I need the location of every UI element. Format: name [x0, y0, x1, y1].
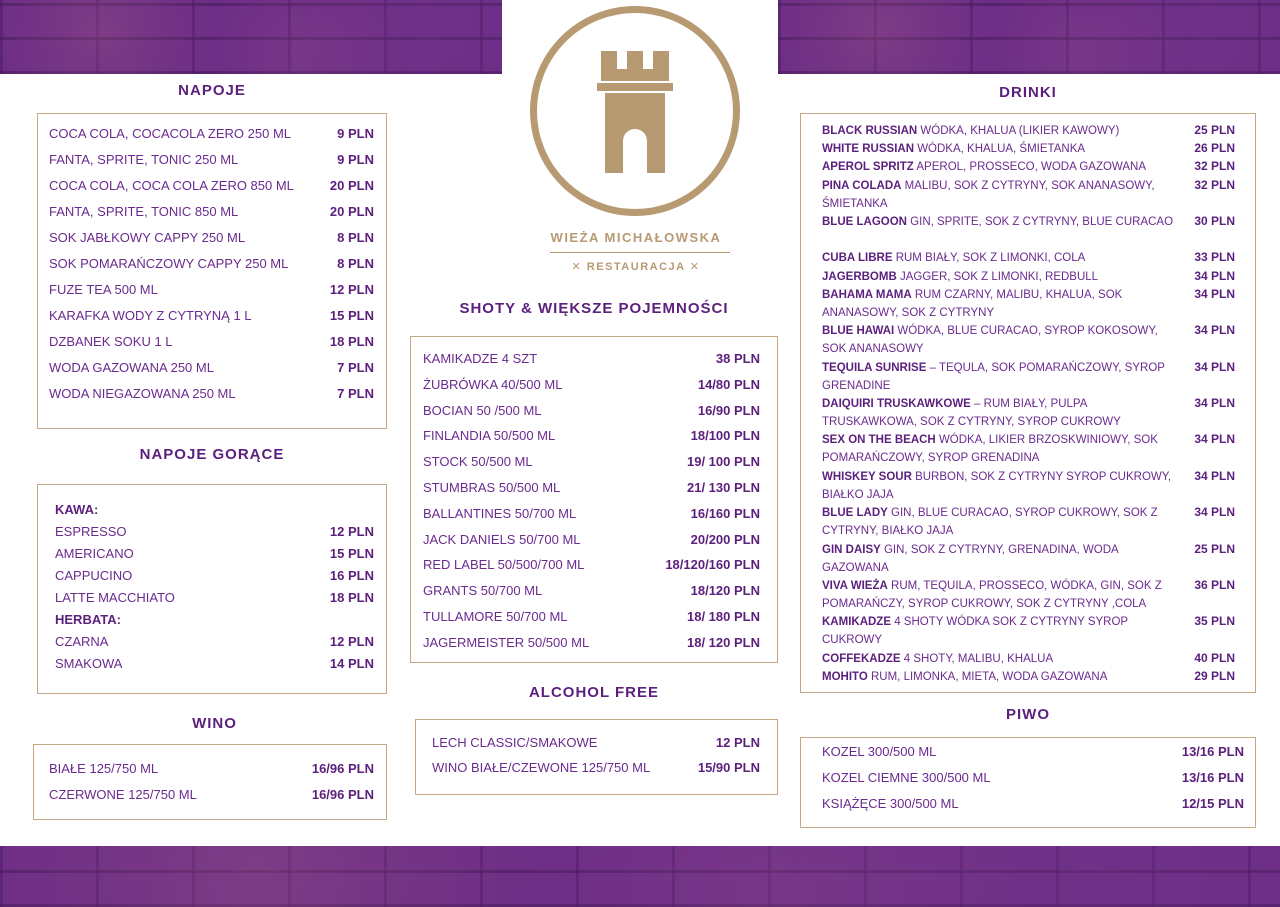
drink-name: CUBA LIBRE — [822, 252, 893, 265]
drink-item — [822, 122, 1174, 140]
drink-name: JAGERBOMB — [822, 270, 897, 283]
shoty-item-price: 18/ 180 PLN — [687, 609, 760, 624]
drink-description: RUM, LIMONKA, MIETA, WODA GAZOWANA — [867, 671, 1108, 683]
napoje-item-price: 9 PLN — [337, 152, 374, 167]
shoty-item-price: 21/ 130 PLN — [687, 480, 760, 495]
kawa-item-price: 18 PLN — [329, 590, 374, 605]
brick-background-top-right — [778, 0, 1280, 74]
piwo-item-price: 13/16 PLN — [1181, 770, 1244, 785]
wino-item-price: 16/96 PLN — [311, 787, 374, 802]
drink-price: 26 PLN — [1194, 141, 1235, 156]
drink-price: 32 PLN — [1194, 177, 1235, 192]
drink-item — [822, 577, 1174, 613]
brand-name: WIEŻA MICHAŁOWSKA — [550, 230, 722, 245]
drinki-heading: DRINKI — [999, 84, 1057, 101]
shoty-item-name: FINLANDIA 50/500 ML — [423, 428, 556, 444]
drink-name: GIN DAISY — [822, 543, 881, 556]
drink-item — [822, 140, 1174, 158]
drink-price: 34 PLN — [1194, 359, 1235, 374]
drink-item — [822, 286, 1174, 322]
drink-item — [822, 650, 1174, 668]
shoty-item-price: 14/80 PLN — [697, 376, 760, 392]
drink-price: 34 PLN — [1194, 432, 1235, 447]
tower-logo — [530, 6, 740, 216]
shoty-item-price: 18/ 120 PLN — [687, 634, 760, 650]
drink-price: 33 PLN — [1194, 250, 1235, 265]
drink-item — [822, 158, 1174, 176]
drink-item — [822, 249, 1174, 267]
drink-item — [822, 504, 1174, 540]
drink-description: WÓDKA, KHALUA, ŚMIETANKA — [914, 143, 1086, 156]
wino-item-price: 16/96 PLN — [311, 761, 374, 776]
drink-description: – TEQULA, SOK POMARAŃCZOWY, SYROP GRENADINE — [822, 361, 1165, 392]
drink-name: DAIQUIRI TRUSKAWKOWE — [822, 398, 971, 410]
drink-description: WÓDKA, LIKIER BRZOSKWINIOWY, SOK POMARAŃCZOWY, SYROP GRENADINA — [822, 434, 1158, 465]
drink-name: BLACK RUSSIAN — [822, 125, 918, 137]
alcohol-free-box — [415, 719, 778, 795]
kawa-item-price: 16 PLN — [329, 568, 374, 583]
wino-box — [33, 744, 387, 820]
brick-background-bottom — [0, 846, 1280, 907]
drink-item — [822, 613, 1174, 649]
drink-description: RUM CZARNY, MALIBU, KHALUA, SOK ANANASOWY, SOK Z CYTRYNY — [822, 288, 1123, 319]
drink-name: BLUE LADY — [822, 507, 888, 520]
drink-price: 34 PLN — [1194, 268, 1235, 283]
piwo-item-name: KOZEL CIEMNE 300/500 ML — [822, 770, 991, 785]
napoje-item-name: DZBANEK SOKU 1 L — [49, 334, 173, 349]
brand-divider — [550, 252, 730, 253]
shoty-heading: SHOTY & WIĘKSZE POJEMNOŚCI — [459, 300, 729, 317]
drink-description: JAGGER, SOK Z LIMONKI, REDBULL — [896, 270, 1099, 283]
drink-price: 34 PLN — [1194, 505, 1235, 520]
napoje-item-price: 8 PLN — [337, 230, 374, 245]
kawa-item-name: CAPPUCINO — [55, 568, 133, 583]
drink-name: PINA COLADA — [822, 179, 902, 192]
napoje-item-price: 12 PLN — [329, 282, 374, 297]
kawa-item-name: ESPRESSO — [55, 524, 127, 539]
drink-name: BAHAMA MAMA — [822, 288, 912, 301]
napoje-item-name: FUZE TEA 500 ML — [49, 282, 158, 297]
drink-price: 34 PLN — [1194, 396, 1235, 410]
shoty-item-price: 18/120 PLN — [690, 583, 760, 599]
drink-description: WÓDKA, BLUE CURACAO, SYROP KOKOSOWY, SOK ANANASOWY — [822, 325, 1158, 356]
drink-item — [822, 359, 1174, 395]
shoty-item-name: JACK DANIELS 50/700 ML — [423, 531, 581, 547]
piwo-item-name: KOZEL 300/500 ML — [822, 744, 937, 759]
drink-name: WHISKEY SOUR — [822, 470, 912, 483]
alcohol-free-item-price: 12 PLN — [715, 735, 760, 750]
drink-description: WÓDKA, KHALUA (LIKIER KAWOWY) — [917, 125, 1120, 137]
napoje-item-price: 15 PLN — [329, 308, 374, 323]
shoty-item-name: TULLAMORE 50/700 ML — [423, 609, 568, 624]
drink-description: BURBON, SOK Z CYTRYNY SYROP CUKROWY, BIAŁKO JAJA — [822, 470, 1172, 501]
napoje-item-name: COCA COLA, COCA COLA ZERO 850 ML — [49, 178, 294, 193]
drink-price: 34 PLN — [1194, 323, 1235, 338]
wino-heading: WINO — [192, 715, 237, 732]
kawa-item-name: LATTE MACCHIATO — [55, 590, 175, 605]
napoje-item-price: 7 PLN — [337, 386, 374, 401]
wino-item-name: BIAŁE 125/750 ML — [49, 761, 159, 776]
drink-item — [822, 668, 1174, 686]
drink-description: RUM BIAŁY, SOK Z LIMONKI, COLA — [892, 252, 1086, 265]
brick-background-top-left — [0, 0, 502, 74]
napoje-item-name: COCA COLA, COCACOLA ZERO 250 ML — [49, 126, 292, 141]
shoty-item-name: BALLANTINES 50/700 ML — [423, 505, 577, 521]
shoty-item-name: JAGERMEISTER 50/500 ML — [423, 634, 590, 650]
herbata-item-name: SMAKOWA — [55, 656, 123, 671]
drink-description: GIN, SOK Z CYTRYNY, GRENADINA, WODA GAZOWANA — [822, 543, 1119, 574]
alcohol-free-item-name: WINO BIAŁE/CZEWONE 125/750 ML — [432, 760, 651, 775]
drink-name: SEX ON THE BEACH — [822, 434, 936, 447]
napoje-item-price: 20 PLN — [329, 178, 374, 193]
drink-price: 30 PLN — [1194, 214, 1235, 228]
napoje-item-price: 20 PLN — [329, 204, 374, 219]
napoje-heading: NAPOJE — [178, 82, 246, 99]
napoje-item-name: FANTA, SPRITE, TONIC 250 ML — [49, 152, 239, 167]
drink-price: 25 PLN — [1194, 541, 1235, 556]
kawa-item-name: AMERICANO — [55, 546, 134, 561]
shoty-item-price: 18/120/160 PLN — [665, 557, 760, 573]
shoty-item-name: KAMIKADZE 4 SZT — [423, 351, 538, 366]
drink-description: GIN, BLUE CURACAO, SYROP CUKROWY, SOK Z CYTRYNY, BIAŁKO JAJA — [822, 507, 1158, 538]
napoje-item-price: 9 PLN — [337, 126, 374, 141]
piwo-item-price: 12/15 PLN — [1181, 796, 1244, 811]
napoje-item-name: WODA NIEGAZOWANA 250 ML — [49, 386, 236, 401]
drink-name: TEQUILA SUNRISE — [822, 361, 927, 374]
drink-price: 25 PLN — [1194, 123, 1235, 137]
shoty-item-name: GRANTS 50/700 ML — [423, 583, 543, 599]
shoty-item-price: 38 PLN — [715, 351, 760, 366]
shoty-item-price: 19/ 100 PLN — [687, 454, 760, 470]
drink-description: 4 SHOTY WÓDKA SOK Z CYTRYNY SYROP CUKROWY — [822, 616, 1128, 647]
drink-price: 34 PLN — [1194, 286, 1235, 301]
drink-name: APEROL SPRITZ — [822, 161, 914, 174]
kawa-item-price: 12 PLN — [329, 524, 374, 539]
alcohol-free-heading: ALCOHOL FREE — [528, 684, 660, 701]
drink-price: 29 PLN — [1194, 669, 1235, 683]
napoje-item-price: 8 PLN — [337, 256, 374, 271]
drink-item — [822, 268, 1174, 286]
brand-subtitle: ✕ RESTAURACJA ✕ — [571, 261, 701, 273]
drink-name: KAMIKADZE — [822, 616, 891, 629]
napoje-item-name: SOK POMARAŃCZOWY CAPPY 250 ML — [49, 256, 289, 271]
shoty-item-name: BOCIAN 50 /500 ML — [423, 402, 542, 418]
shoty-item-price: 20/200 PLN — [690, 531, 760, 547]
shoty-item-price: 16/160 PLN — [690, 505, 760, 521]
napoje-item-name: SOK JABŁKOWY CAPPY 250 ML — [49, 230, 246, 245]
alcohol-free-item-price: 15/90 PLN — [697, 760, 760, 775]
napoje-gorace-heading: NAPOJE GORĄCE — [139, 446, 285, 463]
drink-item — [822, 541, 1174, 577]
drink-item — [822, 395, 1174, 431]
piwo-heading: PIWO — [1006, 706, 1050, 723]
wino-item-name: CZERWONE 125/750 ML — [49, 787, 197, 802]
drink-name: COFFEKADZE — [822, 652, 901, 665]
drink-description: GIN, SPRITE, SOK Z CYTRYNY, BLUE CURACAO — [906, 216, 1174, 228]
drink-name: WHITE RUSSIAN — [822, 143, 914, 156]
napoje-item-price: 18 PLN — [329, 334, 374, 349]
drink-item — [822, 177, 1174, 213]
drink-description: RUM, TEQUILA, PROSSECO, WÓDKA, GIN, SOK Z POMARAŃCZY, SYROP CUKROWY, SOK Z CYTRYNY ,COLA — [822, 580, 1162, 610]
herbata-item-price: 12 PLN — [329, 634, 374, 649]
herbata-item-name: CZARNA — [55, 634, 109, 649]
drink-item — [822, 431, 1174, 467]
napoje-item-price: 7 PLN — [337, 360, 374, 375]
piwo-item-name: KSIĄŻĘCE 300/500 ML — [822, 796, 959, 811]
kawa-label: KAWA: — [55, 502, 99, 517]
drink-name: VIVA WIEŻA — [822, 580, 888, 592]
drink-price: 40 PLN — [1194, 650, 1235, 665]
drink-description: – RUM BIAŁY, PULPA TRUSKAWKOWA, SOK Z CYTRYNY, SYROP CUKROWY — [822, 398, 1121, 428]
drink-price: 32 PLN — [1194, 159, 1235, 174]
tower-icon — [537, 13, 733, 209]
shoty-item-name: ŻUBRÓWKA 40/500 ML — [423, 376, 563, 392]
shoty-item-price: 18/100 PLN — [690, 428, 760, 444]
drink-price: 34 PLN — [1194, 468, 1235, 483]
drink-item — [822, 213, 1174, 231]
drink-item — [822, 468, 1174, 504]
herbata-item-price: 14 PLN — [329, 656, 374, 671]
drink-item — [822, 322, 1174, 358]
alcohol-free-item-name: LECH CLASSIC/SMAKOWE — [432, 735, 598, 750]
drink-description: APEROL, PROSSECO, WODA GAZOWANA — [913, 161, 1146, 174]
herbata-label: HERBATA: — [55, 612, 121, 627]
drink-description: MALIBU, SOK Z CYTRYNY, SOK ANANASOWY, ŚMIETANKA — [822, 179, 1155, 210]
shoty-item-name: RED LABEL 50/500/700 ML — [423, 557, 585, 573]
drink-description: 4 SHOTY, MALIBU, KHALUA — [900, 652, 1054, 665]
drink-name: MOHITO — [822, 671, 868, 683]
shoty-item-name: STOCK 50/500 ML — [423, 454, 533, 470]
shoty-item-price: 16/90 PLN — [697, 402, 760, 418]
piwo-item-price: 13/16 PLN — [1181, 744, 1244, 759]
drink-name: BLUE LAGOON — [822, 216, 907, 228]
napoje-item-name: KARAFKA WODY Z CYTRYNĄ 1 L — [49, 308, 252, 323]
shoty-item-name: STUMBRAS 50/500 ML — [423, 480, 561, 495]
drink-name: BLUE HAWAI — [822, 325, 895, 338]
drink-price: 35 PLN — [1194, 614, 1235, 629]
kawa-item-price: 15 PLN — [329, 546, 374, 561]
napoje-item-name: WODA GAZOWANA 250 ML — [49, 360, 214, 375]
drink-price: 36 PLN — [1194, 578, 1235, 592]
napoje-item-name: FANTA, SPRITE, TONIC 850 ML — [49, 204, 239, 219]
